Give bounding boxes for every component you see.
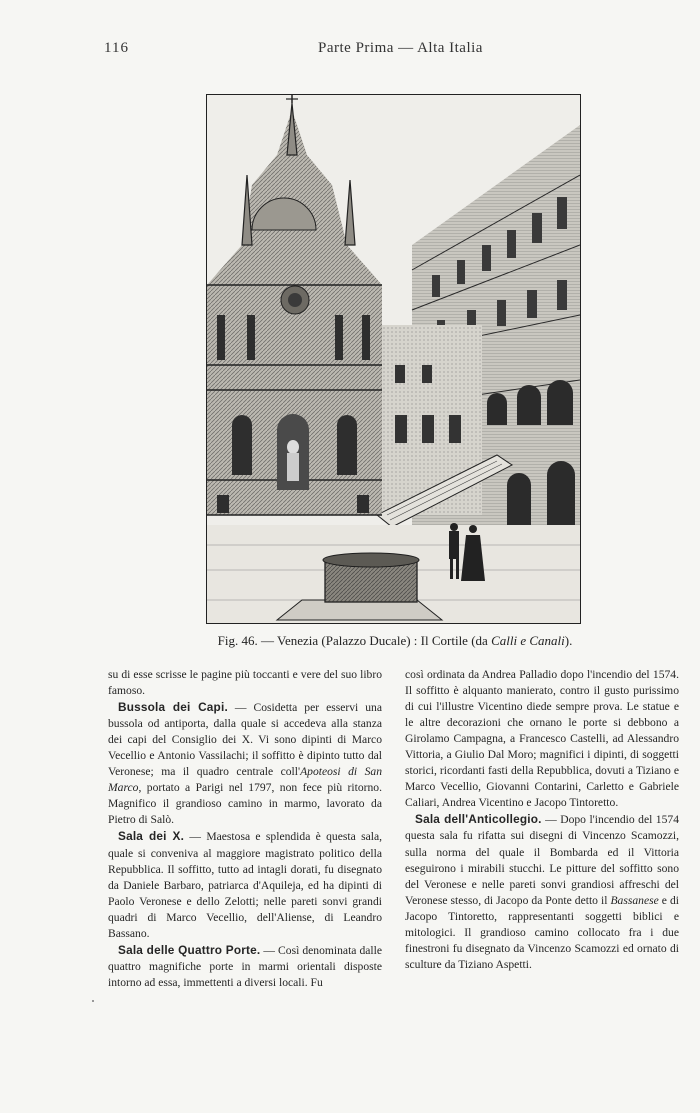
caption-suffix: ). — [564, 633, 573, 648]
paragraph-sala-dei-x — [108, 828, 382, 941]
bussola-italic: Apoteosi di San Marco — [108, 765, 382, 795]
anticollegio-text-a: — Dopo l'incendio del 1574 questa sala fu rifatta sui disegni di Vincenzo Scamozzi, sulla norma del quale il Bombarda ed il Vittoria eseguirono i mirabili stucchi. Le pitture del soffitto sono del Veronese e nelle pareti sonvi grandiosi affreschi del Veronese stesso, di Jacopo da Ponte detto il — [405, 813, 679, 907]
section-title-anticollegio: Sala dell'Anticollegio. — [415, 812, 542, 827]
paragraph-anticollegio — [405, 811, 679, 972]
courtyard-engraving — [206, 94, 581, 624]
left-column — [108, 667, 382, 991]
quattro-porte-text: — Così denominata dalle quattro magnifiche porte in marmi orientali disposte intorno ad essa, immettenti a diversi locali. Fu — [108, 943, 382, 989]
page-number: 116 — [104, 40, 129, 56]
caption-source: Calli e Canali — [491, 633, 565, 648]
section-title-sala-x: Sala dei X. — [118, 829, 185, 844]
engraving-illustration — [207, 95, 580, 623]
right-paragraph-1: così ordinata da Andrea Palladio dopo l'incendio del 1574. Il soffitto è alquanto manierato, contro il gusto purissimo di cui l'illustre Vicentino diede sempre prova. Le statue e le altre decorazioni che ornano le porte si debbono a Girolamo Campagna, a Francesco Castelli, ad Alessandro Vittoria, a Giulio Dal Moro; magnifici i dipinti, di soggetti storici, ricordanti fasti della Repubblica, dovuti a Tiziano e Marco Vecellio, Giovanni Contarini, Carletto e Gabriele Caliari, Andrea Vicentino e Jacopo Tintoretto. — [405, 668, 679, 810]
page-speck — [92, 1000, 94, 1002]
sala-x-text: — Maestosa e splendida è questa sala, quale si conveniva al maggiore magistrato politico della Repubblica. Il soffitto, tutto ad intagli dorati, fu disegnato da Daniele Barbaro, patriarca d'Aquileja, ed ha dipinti di Paolo Veronese e dello Zelotti; nelle pareti sonvi grandi quadri di Marco Vecellio, dell'Aliense, di Leandro Bassano. — [108, 830, 383, 940]
left-paragraph-1: su di esse scrisse le pagine più toccanti e vere del suo libro famoso. — [108, 668, 382, 698]
bussola-text-b: , portato a Parigi nel 1797, non fece più ritorno. Magnifico il grandioso camino in marmo, lavorato da Pietro di Salò. — [108, 781, 382, 827]
page-header — [0, 40, 700, 64]
anticollegio-italic: Bassanese — [610, 893, 659, 907]
anticollegio-text-b: e di Jacopo Tintoretto, rappresentanti soggetti biblici e mitologici. Il grandioso camino collocato fra i due finestroni fu disegnato da Vincenzo Scamozzi ed ornato di sculture da Tiziano Aspetti. — [405, 893, 679, 971]
right-column — [405, 667, 679, 973]
bussola-text-a: — Cosidetta per esservi una bussola od antiporta, dalla quale si accedeva alla stanza dei capi del Consiglio dei X. Vi sono dipinti di Marco Vecellio e Antonio Vassilachi; il soffitto è dipinto tutto dal Veronese; ma il quadro centrale coll' — [108, 701, 382, 779]
section-title-bussola: Bussola dei Capi. — [118, 700, 228, 715]
figure-caption — [0, 633, 700, 649]
paragraph-quattro-porte — [108, 942, 382, 991]
running-head: Parte Prima — Alta Italia — [318, 40, 483, 56]
paragraph-bussola-dei-capi — [108, 699, 382, 828]
caption-prefix: Fig. 46. — Venezia (Palazzo Ducale) : Il Cortile (da — [217, 633, 492, 648]
section-title-quattro-porte: Sala delle Quattro Porte. — [118, 942, 261, 957]
